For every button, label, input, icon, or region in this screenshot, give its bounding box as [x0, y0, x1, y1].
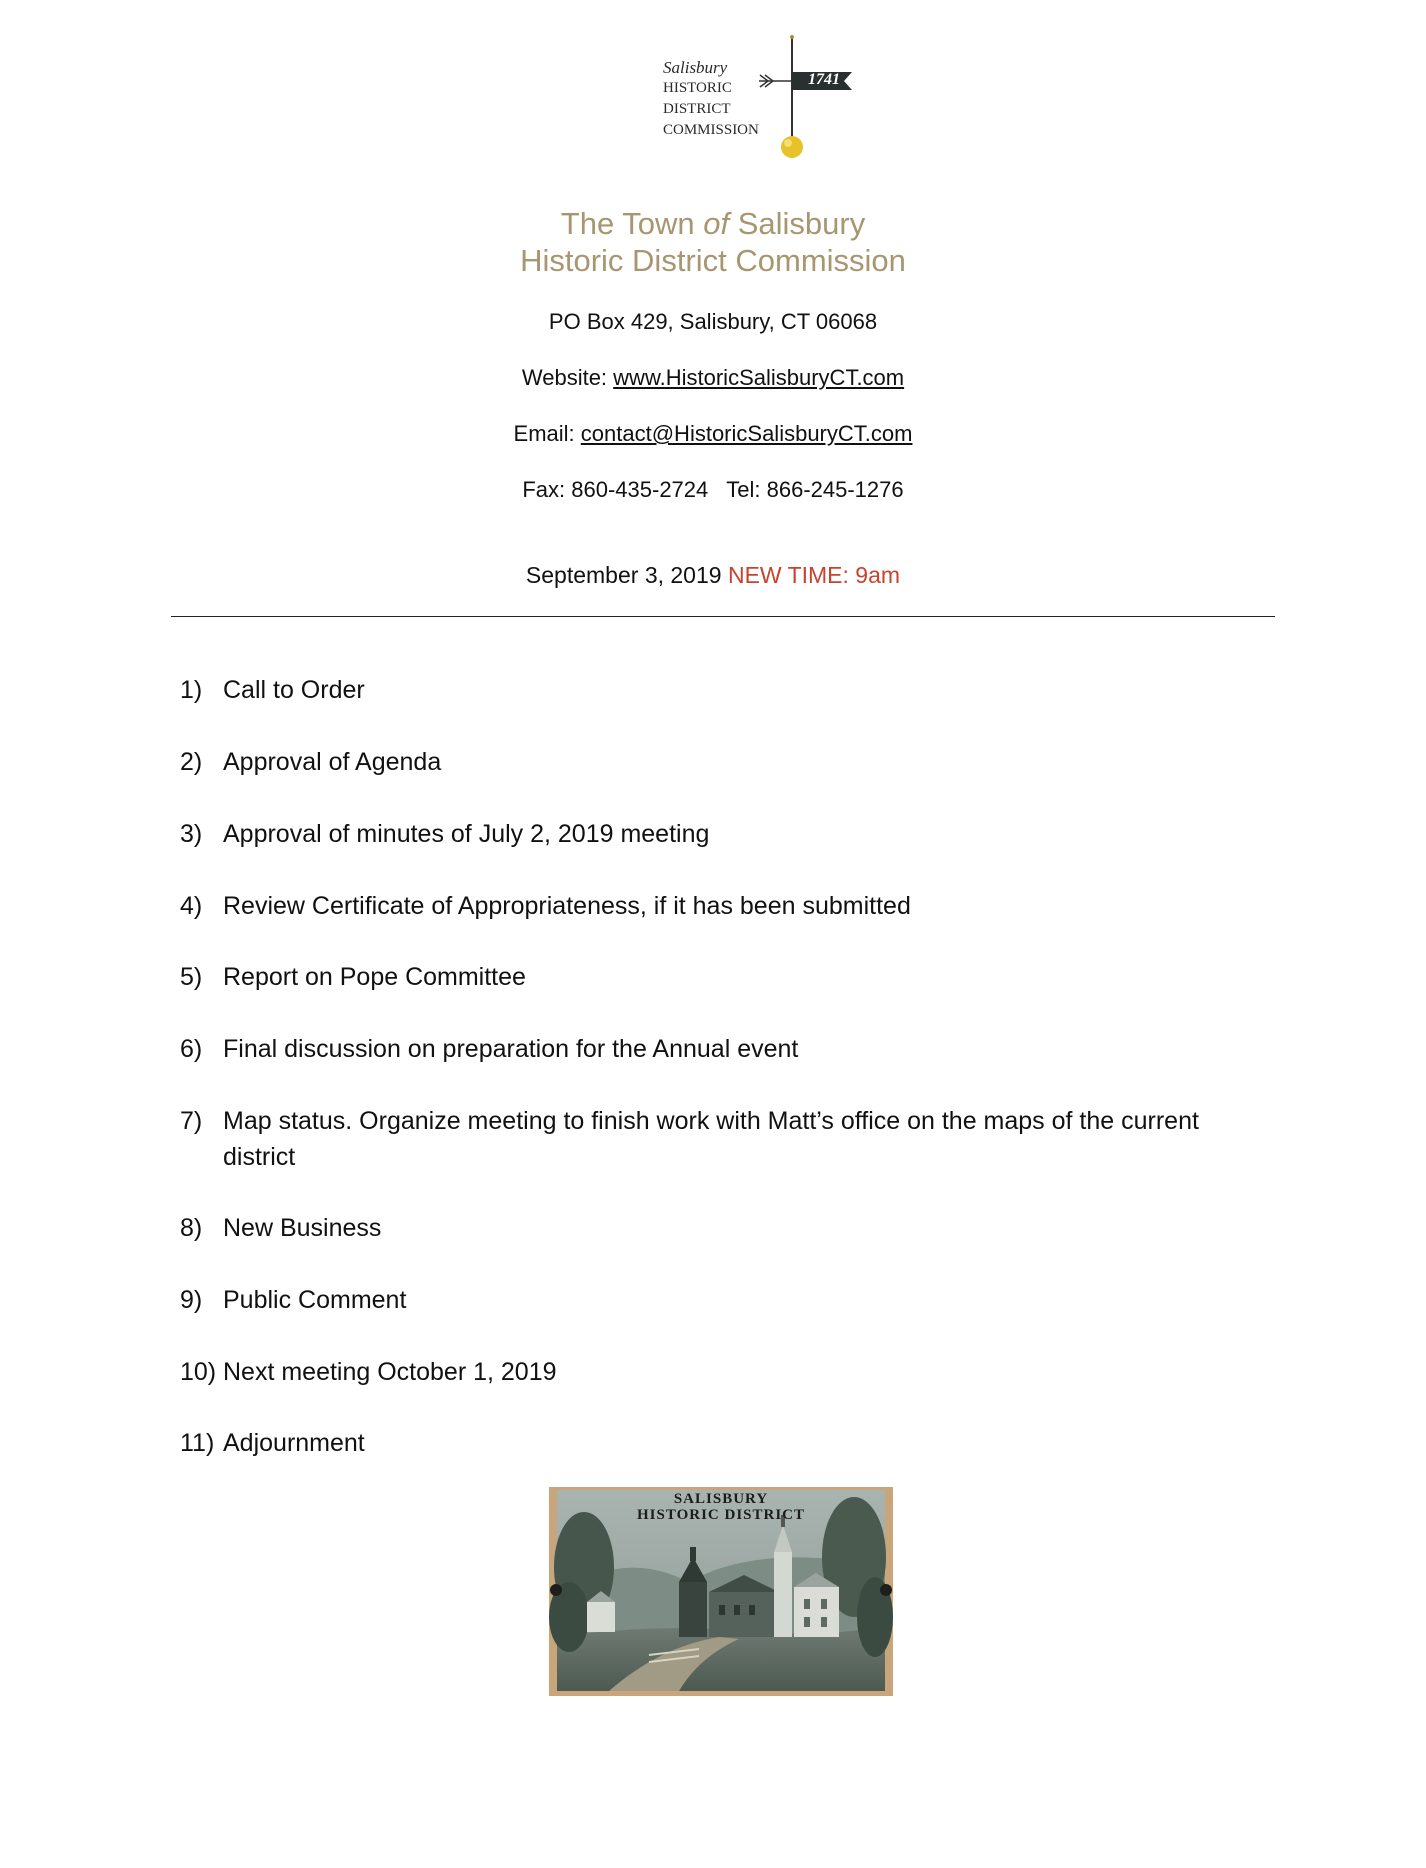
agenda-item — [180, 1425, 1270, 1461]
agenda-item-text: Map status. Organize meeting to finish work with Matt’s office on the maps of the current district — [223, 1107, 1199, 1171]
email-line — [0, 421, 1426, 447]
agenda-item-text: New Business — [223, 1214, 382, 1242]
town-suffix: Salisbury — [729, 206, 866, 241]
website-link[interactable]: www.HistoricSalisburyCT.com — [613, 365, 905, 390]
logo-line-commission: COMMISSION — [663, 122, 759, 138]
agenda-item-number: 6) — [180, 1035, 203, 1063]
email-link[interactable]: contact@HistoricSalisburyCT.com — [580, 421, 913, 446]
agenda-item-text: Public Comment — [223, 1286, 407, 1314]
plaque-title-line1: SALISBURY — [673, 1491, 769, 1507]
town-of: of — [703, 206, 730, 241]
meeting-date-line — [0, 562, 1426, 589]
logo-line-historic: HISTORIC — [663, 80, 732, 96]
agenda-item — [180, 1210, 1270, 1246]
logo-line-district: DISTRICT — [663, 101, 731, 117]
agenda-item-number: 9) — [180, 1286, 203, 1314]
tel-number: Tel: 866-245-1276 — [726, 477, 904, 502]
agenda-item-text: Adjournment — [223, 1429, 365, 1457]
plaque-title-line2: HISTORIC DISTRICT — [636, 1507, 806, 1523]
new-time-notice: NEW TIME: 9am — [727, 562, 901, 588]
historic-district-plaque — [549, 1487, 893, 1696]
agenda-item — [180, 1354, 1270, 1390]
agenda-item — [180, 672, 1270, 708]
agenda-item — [180, 744, 1270, 780]
commission-title: Historic District Commission — [520, 243, 906, 278]
email-label: Email: — [513, 421, 581, 446]
website-label: Website: — [521, 365, 614, 390]
agenda-item-text: Report on Pope Committee — [223, 963, 526, 991]
agenda-item — [180, 1103, 1270, 1175]
agenda-item-number: 2) — [180, 748, 203, 776]
agenda-item-number: 7) — [180, 1107, 203, 1135]
phone-line — [0, 477, 1426, 503]
agenda-item-text: Approval of Agenda — [223, 748, 442, 776]
agenda-item-text: Call to Order — [223, 676, 365, 704]
agenda-item-number: 8) — [180, 1214, 203, 1242]
agenda-item-number: 3) — [180, 820, 203, 848]
logo-line-salisbury: Salisbury — [663, 58, 728, 77]
header-divider — [171, 616, 1275, 617]
agenda-item-number: 10) — [180, 1358, 217, 1386]
mailing-address: PO Box 429, Salisbury, CT 06068 — [548, 309, 878, 334]
website-line — [0, 365, 1426, 391]
logo-year: 1741 — [808, 71, 840, 88]
agenda-item-text: Approval of minutes of July 2, 2019 meeting — [223, 820, 710, 848]
commission-logo — [656, 34, 876, 164]
logo-wordmark — [663, 57, 759, 141]
agenda-item-text: Final discussion on preparation for the Annual event — [223, 1035, 799, 1063]
agenda-item — [180, 959, 1270, 995]
agenda-item — [180, 1031, 1270, 1067]
agenda-item-number: 5) — [180, 963, 203, 991]
town-title — [0, 205, 1426, 242]
agenda-item-text: Review Certificate of Appropriateness, if it has been submitted — [223, 892, 911, 920]
town-prefix: The Town — [560, 206, 704, 241]
agenda-item-text: Next meeting October 1, 2019 — [223, 1358, 557, 1386]
agenda-item-number: 11) — [180, 1429, 215, 1457]
agenda-item — [180, 816, 1270, 852]
meeting-date: September 3, 2019 — [525, 562, 722, 588]
agenda-item — [180, 888, 1270, 924]
agenda-item-number: 4) — [180, 892, 203, 920]
fax-number: Fax: 860-435-2724 — [522, 477, 709, 502]
agenda-item — [180, 1282, 1270, 1318]
agenda-item-number: 1) — [180, 676, 203, 704]
